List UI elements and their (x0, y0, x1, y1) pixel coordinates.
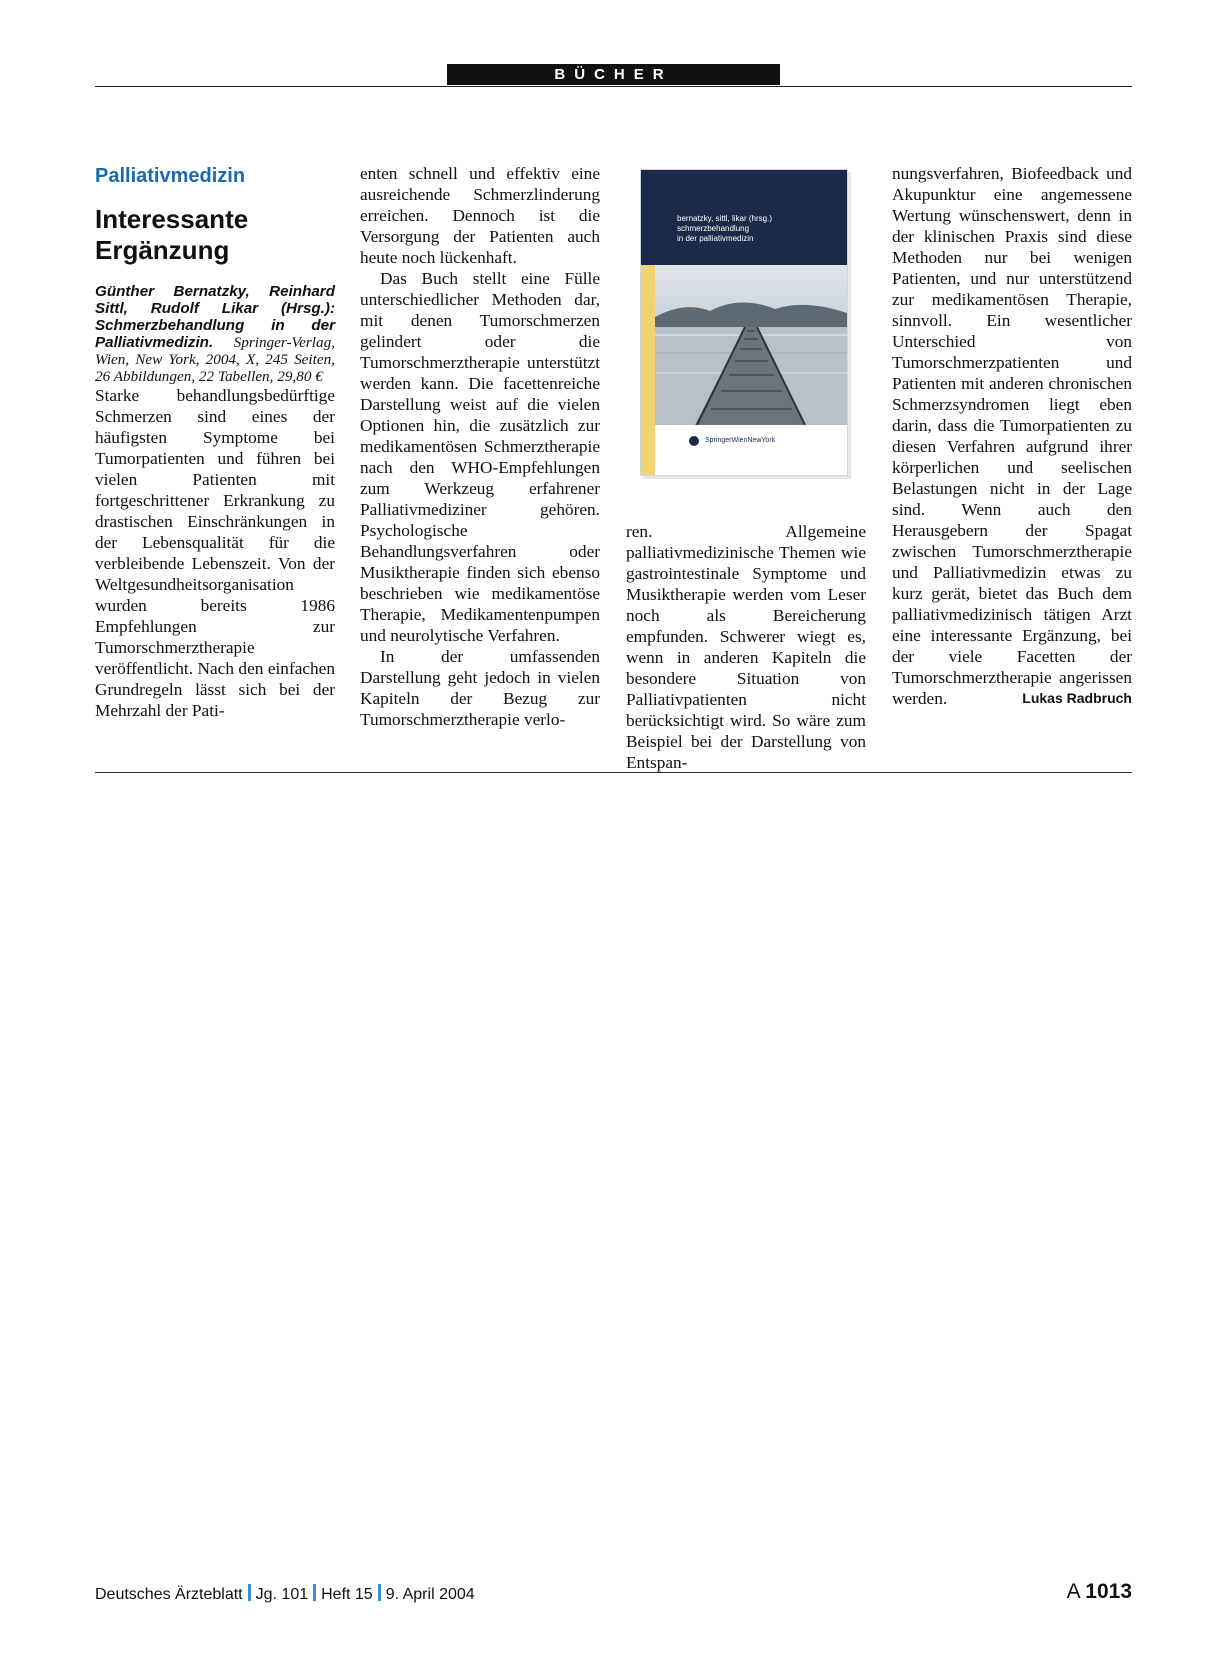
column-1 (95, 163, 335, 721)
column-4-text (892, 163, 1132, 709)
cover-title-line-1: schmerzbehandlung (677, 224, 750, 233)
section-header: BÜCHER (447, 64, 780, 85)
cover-stripe (641, 265, 655, 475)
journal-volume: Jg. 101 (255, 1586, 309, 1603)
article-headline: Interessante Ergänzung (95, 204, 249, 265)
issue-date: 9. April 2004 (385, 1586, 475, 1603)
springer-logo-icon (689, 436, 699, 446)
column-4-body: nungsverfahren, Biofeedback und Akupunktur eine angemessene Wertung wünschenswert, denn in der klinischen Praxis sind diese Methoden nur bei wenigen Patienten, und nur unterstützend zur medikamentösen Therapie, sinnvoll. Ein wesentlicher Unterschied von Tumorschmerzpatienten und Patienten mit anderen chronischen Schmerzsyndromen liegt eben darin, dass die Tumorpatienten zu diesen Verfahren aufgrund ihrer körperlichen und seelischen Belastungen nicht in der Lage sind. Wenn auch den Herausgebern der Spagat zwischen Tumorschmerztherapie und Palliativmedizin etwas zu kurz gerät, bietet das Buch dem palliativmedizinisch tätigen Arzt eine interessante Ergänzung, bei der viele Facetten der Tumorschmerztherapie angerissen werden. (892, 164, 1132, 708)
book-cover-image (640, 169, 848, 476)
footer-separator (313, 1584, 316, 1601)
top-rule (95, 86, 1132, 87)
rubric: Palliativmedizin (95, 165, 246, 187)
cover-publisher-row (655, 425, 847, 475)
column-2 (360, 163, 600, 730)
column-3-text: ren. Allgemeine palliativmedizinische Themen wie gastrointestinale Symptome und Musiktherapie werden vom Leser noch als Bereicherung empfunden. Schwerer wiegt es, wenn in anderen Kapiteln die besondere Situation von Palliativpatienten nicht berücksichtigt wird. So wäre zum Beispiel bei der Darstellung von Entspan- (626, 522, 866, 772)
cover-photo-pier (655, 265, 847, 425)
author-signature: Lukas Radbruch (1022, 690, 1132, 706)
bibliography-title: Günther Bernatzky, Reinhard Sittl, Rudolf Likar (Hrsg.): Schmerzbehandlung in der Palliativmedizin. (95, 283, 335, 351)
page-footer (95, 1584, 475, 1604)
cover-title-text (677, 214, 772, 244)
article-end-rule (95, 772, 1132, 773)
column-3 (626, 521, 866, 773)
page-number-value: 1013 (1085, 1580, 1132, 1603)
footer-separator (378, 1584, 381, 1601)
bibliography-details: Springer-Verlag, Wien, New York, 2004, X, 245 Seiten, 26 Abbildungen, 22 Tabellen, 29,80 € (95, 334, 335, 385)
bibliography (95, 283, 335, 385)
cover-publisher: SpringerWienNewYork (705, 437, 776, 444)
column-2-paragraph-2: Das Buch stellt eine Fülle unterschiedlicher Methoden dar, mit denen Tumorschmerzen gelindert oder die Tumorschmerztherapie unterstützt werden kann. Die facettenreiche Darstellung weist auf die vielen Optionen hin, die zusätzlich zur medikamentösen Schmerztherapie nach den WHO-Empfehlungen zum Werkzeug erfahrener Palliativmediziner gehören. Psychologische Behandlungsverfahren oder Musiktherapie finden sich ebenso beschrieben wie medikamentöse Therapie, Medikamentenpumpen und neurolytische Verfahren. (360, 269, 600, 645)
column-1-text: Starke behandlungsbedürftige Schmerzen sind eines der häufigsten Symptome bei Tumorpatienten und führen bei vielen Patienten mit fortgeschrittener Erkrankung zu drastischen Einschränkungen in der Lebensqualität für die verbleibende Lebenszeit. Von der Weltgesundheitsorganisation wurden bereits 1986 Empfehlungen zur Tumorschmerztherapie veröffentlicht. Nach den einfachen Grundregeln lässt sich bei der Mehrzahl der Pati- (95, 386, 335, 720)
cover-editors: bernatzky, sittl, likar (hrsg.) (677, 214, 772, 223)
footer-separator (248, 1584, 251, 1601)
column-2-paragraph-1: enten schnell und effektiv eine ausreichende Schmerzlinderung erreichen. Dennoch ist die Versorgung der Patienten auch heute noch lückenhaft. (360, 164, 600, 267)
journal-issue: Heft 15 (321, 1586, 373, 1603)
page-prefix: A (1066, 1580, 1080, 1603)
journal-name: Deutsches Ärzteblatt (95, 1586, 243, 1603)
column-2-paragraph-3: In der umfassenden Darstellung geht jedoch in vielen Kapiteln der Bezug zur Tumorschmerztherapie verlo- (360, 647, 600, 729)
column-4 (892, 163, 1132, 709)
page-number (1067, 1580, 1132, 1604)
cover-title-line-2: in der palliativmedizin (677, 234, 754, 243)
